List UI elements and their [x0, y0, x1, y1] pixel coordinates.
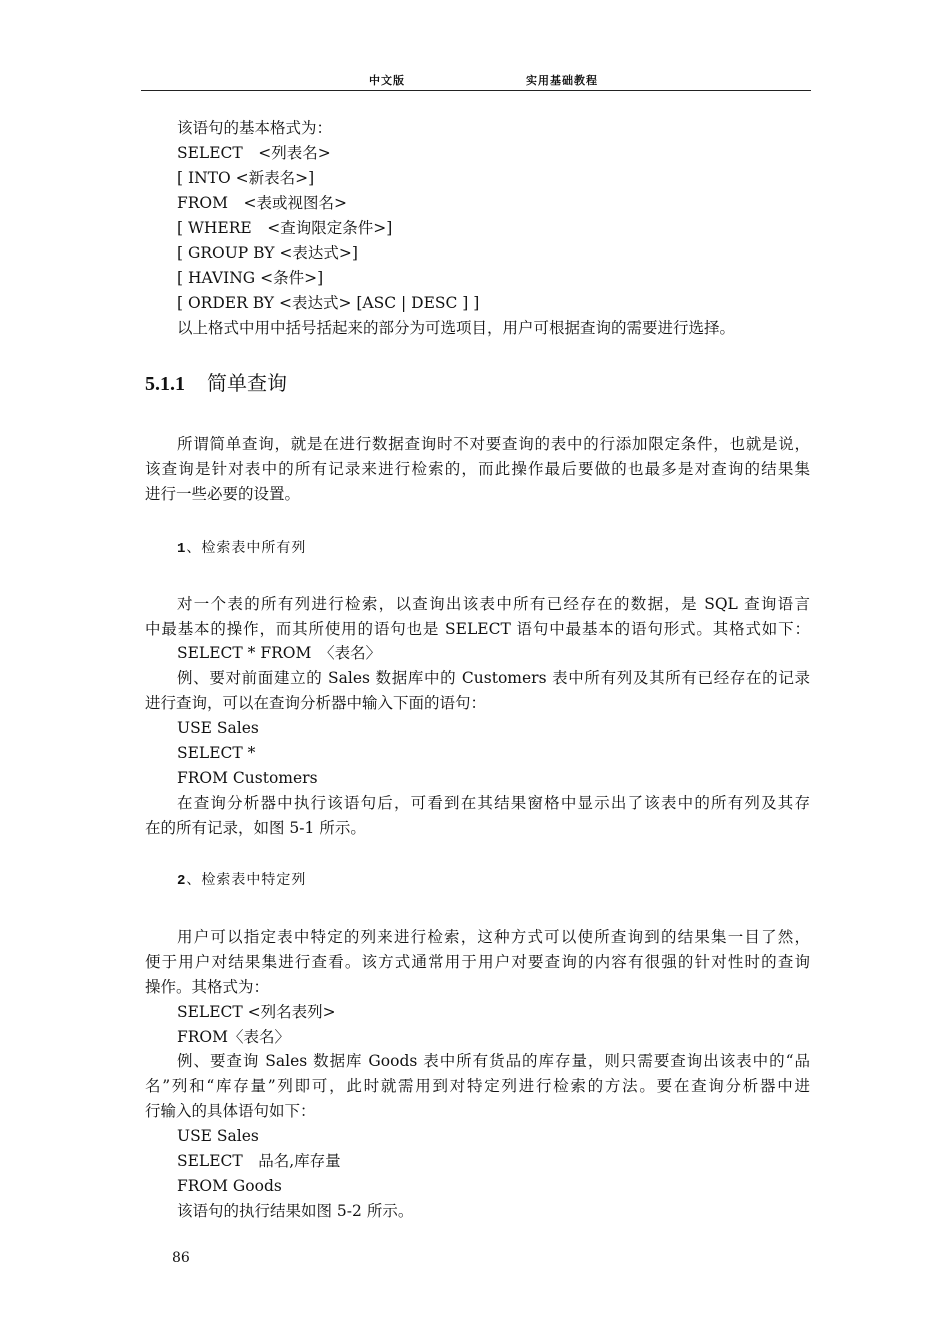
code-line: FROM Customers [177, 769, 318, 787]
page-number: 86 [172, 1250, 190, 1266]
code-line: [ GROUP BY <表达式>] [177, 244, 358, 262]
code-line: SELECT <列名表列> [177, 1003, 336, 1021]
text-line: 以上格式中用中括号括起来的部分为可选项目，用户可根据查询的需要进行选择。 [177, 319, 736, 337]
paragraph-line: 名”列和“库存量”列即可，此时就需用到对特定列进行检索的方法。要在查询分析器中进 [145, 1077, 810, 1095]
paragraph-line: 便于用户对结果集进行查看。该方式通常用于用户对要查询的内容有很强的针对性时的查询 [145, 953, 810, 971]
subsection-title: 、检索表中所有列 [186, 541, 307, 557]
code-line: SELECT * [177, 744, 256, 762]
subsection-heading-2 [177, 869, 810, 894]
code-line: SELECT <列表名> [177, 144, 331, 162]
subsection-title: 、检索表中特定列 [186, 873, 307, 889]
code-line: [ WHERE <查询限定条件>] [177, 219, 393, 237]
paragraph-line: 所谓简单查询，就是在进行数据查询时不对要查询的表中的行添加限定条件，也就是说， [177, 435, 810, 453]
paragraph-line: 在查询分析器中执行该语句后，可看到在其结果窗格中显示出了该表中的所有列及其存 [177, 794, 810, 812]
code-line: USE Sales [177, 1127, 259, 1145]
code-line: FROM <表或视图名> [177, 194, 347, 212]
code-line: [ HAVING <条件>] [177, 269, 324, 287]
paragraph-line: 操作。其格式为： [145, 978, 270, 996]
paragraph-line: 该查询是针对表中的所有记录来进行检索的，而此操作最后要做的也最多是对查询的结果集 [145, 460, 810, 478]
code-line: USE Sales [177, 719, 259, 737]
header-left: 中文版 [369, 74, 405, 87]
paragraph-line: 用户可以指定表中特定的列来进行检索，这种方式可以使所查询到的结果集一目了然， [177, 928, 810, 946]
code-line: FROM Goods [177, 1177, 282, 1195]
paragraph-line: 中最基本的操作，而其所使用的语句也是 SELECT 语句中最基本的语句形式。其格式如下： [145, 620, 810, 638]
paragraph-line: 进行查询，可以在查询分析器中输入下面的语句： [145, 694, 487, 712]
paragraph-line: 进行一些必要的设置。 [145, 485, 301, 503]
paragraph-line: 例、要查询 Sales 数据库 Goods 表中所有货品的库存量，则只需要查询出该表中的“品 [177, 1052, 810, 1070]
section-title: 简单查询 [207, 371, 287, 395]
paragraph-line: 行输入的具体语句如下： [145, 1102, 316, 1120]
code-line: FROM〈表名〉 [177, 1028, 291, 1046]
code-line: SELECT 品名,库存量 [177, 1152, 341, 1170]
section-number: 5.1.1 [145, 373, 185, 395]
subsection-heading-1 [177, 537, 810, 562]
paragraph-line: 在的所有记录，如图 5-1 所示。 [145, 819, 366, 837]
text-line: 该语句的基本格式为： [177, 119, 333, 137]
section-heading [145, 368, 810, 398]
paragraph-line: 例、要对前面建立的 Sales 数据库中的 Customers 表中所有列及其所有已经存在的记录 [177, 669, 810, 687]
header-right: 实用基础教程 [526, 74, 598, 87]
page-header [141, 70, 811, 91]
paragraph-line: 该语句的执行结果如图 5-2 所示。 [177, 1202, 414, 1220]
subsection-number: 2 [177, 873, 187, 889]
code-line: [ ORDER BY <表达式> [ASC | DESC ] ] [177, 294, 480, 312]
subsection-number: 1 [177, 541, 187, 557]
code-line: [ INTO <新表名>] [177, 169, 315, 187]
code-line: SELECT * FROM 〈表名〉 [177, 644, 382, 662]
paragraph-line: 对一个表的所有列进行检索，以查询出该表中所有已经存在的数据，是 SQL 查询语言 [177, 595, 810, 613]
